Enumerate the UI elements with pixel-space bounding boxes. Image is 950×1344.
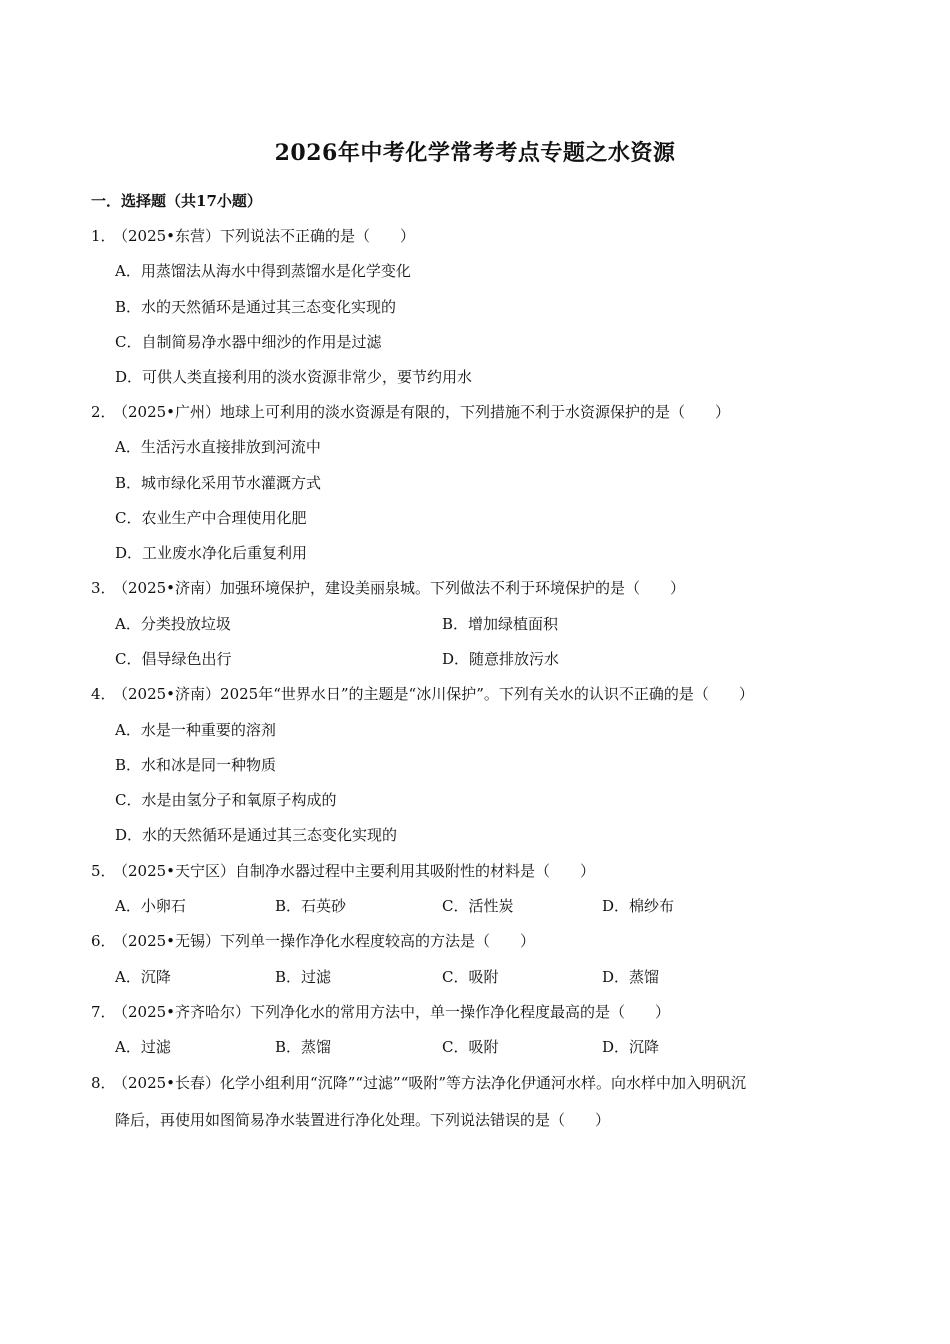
q3-option-c: C．倡导绿色出行	[115, 650, 232, 668]
q5-option-c: C．活性炭	[442, 897, 514, 915]
question-text: （2025•济南）加强环境保护，建设美丽泉城。下列做法不利于环境保护的是（ ）	[113, 579, 686, 597]
q7-option-a: A．过滤	[115, 1038, 171, 1056]
question-1	[91, 226, 415, 246]
question-4	[91, 684, 754, 704]
question-number: 1．	[91, 227, 116, 245]
question-number: 7．	[91, 1003, 116, 1021]
question-6	[91, 931, 535, 951]
q5-option-a: A．小卵石	[115, 897, 186, 915]
question-number: 5．	[91, 862, 116, 880]
q7-option-b: B．蒸馏	[275, 1038, 332, 1056]
question-number: 6．	[91, 932, 116, 950]
q1-option-a: A．用蒸馏法从海水中得到蒸馏水是化学变化	[115, 262, 411, 280]
section-heading: 一．选择题（共17小题）	[91, 192, 262, 210]
q6-option-c: C．吸附	[442, 968, 499, 986]
q2-option-b: B．城市绿化采用节水灌溉方式	[115, 474, 322, 492]
question-text: （2025•济南）2025年“世界水日”的主题是“冰川保护”。下列有关水的认识不正确的是（ ）	[113, 685, 754, 703]
question-text: （2025•无锡）下列单一操作净化水程度较高的方法是（ ）	[113, 932, 536, 950]
question-number: 4．	[91, 685, 116, 703]
q6-option-b: B．过滤	[275, 968, 332, 986]
q2-option-c: C．农业生产中合理使用化肥	[115, 509, 307, 527]
question-text: （2025•东营）下列说法不正确的是（ ）	[113, 227, 416, 245]
q1-option-c: C．自制简易净水器中细沙的作用是过滤	[115, 333, 382, 351]
q1-option-d: D．可供人类直接利用的淡水资源非常少，要节约用水	[115, 368, 473, 386]
q4-option-b: B．水和冰是同一种物质	[115, 756, 277, 774]
question-text: （2025•齐齐哈尔）下列净化水的常用方法中，单一操作净化程度最高的是（ ）	[113, 1003, 671, 1021]
q4-option-d: D．水的天然循环是通过其三态变化实现的	[115, 826, 398, 844]
q4-option-a: A．水是一种重要的溶剂	[115, 721, 276, 739]
q3-option-d: D．随意排放污水	[442, 650, 560, 668]
q1-option-b: B．水的天然循环是通过其三态变化实现的	[115, 298, 397, 316]
question-5	[91, 861, 595, 881]
q6-option-a: A．沉降	[115, 968, 171, 986]
q6-option-d: D．蒸馏	[602, 968, 660, 986]
question-number: 2．	[91, 403, 116, 421]
q7-option-d: D．沉降	[602, 1038, 660, 1056]
question-8-continuation: 降后，再使用如图简易净水装置进行净化处理。下列说法错误的是（ ）	[115, 1111, 611, 1129]
page-title: 2026年中考化学常考考点专题之水资源	[274, 140, 676, 166]
q2-option-a: A．生活污水直接排放到河流中	[115, 438, 321, 456]
q7-option-c: C．吸附	[442, 1038, 499, 1056]
q3-option-b: B．增加绿植面积	[442, 615, 559, 633]
question-number: 8．	[91, 1074, 116, 1092]
question-text: （2025•广州）地球上可利用的淡水资源是有限的，下列措施不利于水资源保护的是（ ）	[113, 403, 731, 421]
q2-option-d: D．工业废水净化后重复利用	[115, 544, 308, 562]
q5-option-b: B．石英砂	[275, 897, 347, 915]
q3-option-a: A．分类投放垃圾	[115, 615, 231, 633]
question-3	[91, 578, 685, 598]
question-text: （2025•长春）化学小组利用“沉降”“过滤”“吸附”等方法净化伊通河水样。向水样中加入明矾沉	[113, 1074, 747, 1092]
q5-option-d: D．棉纱布	[602, 897, 675, 915]
question-number: 3．	[91, 579, 116, 597]
question-7	[91, 1002, 670, 1022]
question-8	[91, 1073, 746, 1093]
q4-option-c: C．水是由氢分子和氧原子构成的	[115, 791, 337, 809]
question-text: （2025•天宁区）自制净水器过程中主要利用其吸附性的材料是（ ）	[113, 862, 596, 880]
question-2	[91, 402, 730, 422]
